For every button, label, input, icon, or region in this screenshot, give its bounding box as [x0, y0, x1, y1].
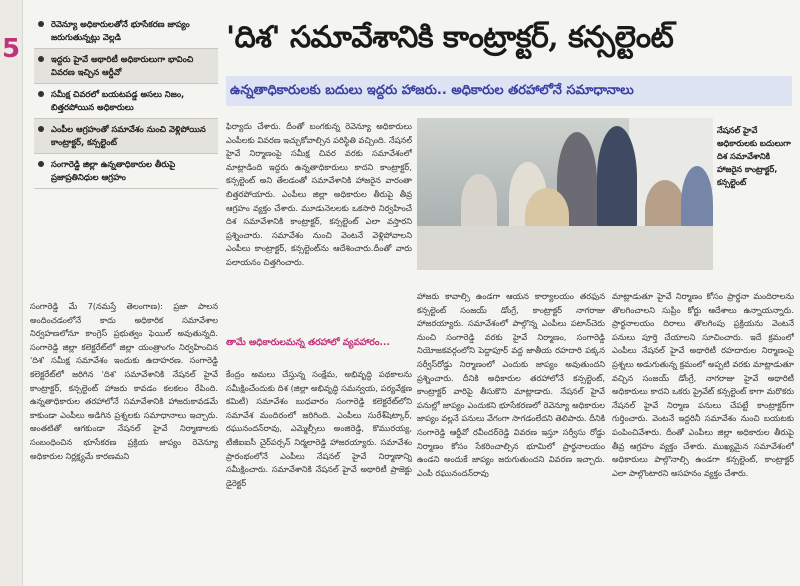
article-column-2-top: ఫిర్యాదు చేశారు. దీంతో బంగకున్న రెవెన్యూ అధికారులు ఎంపీలకు వివరణ ఇచ్చుకోవాల్సిన పరిస్థితి వచ్చింది. నేషనల్ హైవే నిర్మాణంపై సమీక్ష చివర వరకు సమావేశంలో మాట్లాడింది ఇద్దరు ఉన్నతాధికారులు కాదని కాంట్రాక్టర్, కన్సల్టెంట్ అని తేలడంతో సమావేశానికి హాజరైన వారంతా బిత్తరపోయారు. ఎంపీలు జిల్లా అధికారుల తీరుపై తీవ్ర ఆగ్రహం వ్యక్తం చేశారు. మూడునెలలకు ఒకసారి నిర్వహించే దిశ సమావేశానికి కాంట్రాక్టర్, కన్సల్టెంట్ ఎలా వస్తారని ప్రశ్నించారు. సమావేశం నుంచి వెంటనే వెళ్లిపోవాలని ఎంపీలు కాంట్రాక్టర్, కన్సల్టెంట్‌ను ఆదేశించారు.దీంతో వారు పలాయనం చిత్తగించారు.: [226, 121, 412, 267]
article-column-4: మాట్లాడుతూ హైవే నిర్మాణం కోసం ప్రార్థనా మందిరాలను తొలగించాలని సుప్రీం కోర్టు ఆదేశాలు ఉన్నాయన్నారు. ప్రార్థనాలయం దిరాలు తొలగింపు ప్రక్రియను వెంటనే పనులు పూర్తి చేయాలని సూచించారు. ఇదే క్రమంలో ఎంపీలు నేషనల్ హైవే అథారిటీ రహదారుల నిర్మాణంపై ప్రశ్నలు అడుగుతున్న క్రమంలో అప్పటి వరకు మాట్లాడుతూ వచ్చిన సంజయ్ డోంగ్రే, నాగరాజు హైవే అథారిటీ అధికారులు కాదని ఒకరు ప్రైవేట్ కన్సల్టెంట్ కాగా మరొకరు నేషనల్ హైవే నిర్మాణ పనులు చేపట్టే కాంట్రాక్టర్‌గా గుర్తించారు. వెంటనే ఇద్దరినీ సమావేశం నుంచి బయటకు పంపించివేశారు. దీంతో ఎంపీలు జిల్లా అధికారుల తీరుపై తీవ్ర ఆగ్రహం వ్యక్తం చేశారు. ముఖ్యమైన సమావేశంలో అధికారులు పాల్గొనాల్సి ఉండగా కన్సల్టెంట్, కాంట్రాక్టర్ ఎలా పాల్గొంటారని అసహనం వ్యక్తం చేశారు.: [612, 291, 794, 478]
bullet-icon: [38, 161, 44, 167]
photo-caption: నేషనల్ హైవే అధికారులకు బదులుగా దిశ సమావేశానికి హాజరైన కాంట్రాక్టర్, కన్సల్టెంట్: [717, 125, 791, 187]
article-subheadline: ఉన్నతాధికారులకు బదులు ఇద్దరు హాజరు.. అధికారుల తరహాలోనే సమాధానాలు: [226, 76, 792, 106]
highlight-item: ఎంపీల ఆగ్రహంతో సమావేశం నుంచి వెళ్లిపోయిన కాంట్రాక్టర్, కన్సల్టెంట్: [34, 119, 218, 154]
subsection-heading: తామే అధికారులమన్న తరహాలో వ్యవహారం...: [226, 337, 390, 348]
bullet-icon: [38, 56, 44, 62]
meeting-photo: [417, 118, 713, 270]
article-column-2-bottom: కేంద్రం అమలు చేస్తున్న సంక్షేమ, అభివృద్ధి పథకాలను సమీక్షించేందుకు దిశ (జిల్లా అభివృద్ధి సమన్వయ, పర్యవేక్షణ కమిటీ) సమావేశం బుధవారం సంగారెడ్డి కలెక్టరేట్‌లోని సమావేశ మందిరంలో జరిగింది. ఎంపీలు సురేశ్‌షెట్కార్, రఘునందన్‌రావు, ఎమ్మెల్సీలు అంజిరెడ్డి, కొమురయ్య, టీజీఐఐసీ చైర్‌పర్సన్ నిర్మలారెడ్డి హాజరయ్యారు. సమావేశం ప్రారంభంలోనే ఎంపీలు నేషనల్ హైవే నిర్మాణాన్ని సమీక్షించారు. సమావేశానికి నేషనల్ హైవే అథారిటీ ప్రాజెక్టు డైరెక్టర్: [226, 369, 412, 488]
highlight-item: సమీక్ష చివరలో బయటపడ్డ అసలు నిజం, బిత్తరపోయిన అధికారులు: [34, 84, 218, 119]
bullet-icon: [38, 126, 44, 132]
article-column-1: సంగారెడ్డి మే 7(నమస్తే తెలంగాణ): ప్రజా పాలన అందించడంలోనే కాదు అధికారిక సమావేశాల నిర్వహణలోనూ కాంగ్రెస్ ప్రభుత్వం ఫెయిల్ అవుతున్నది. సంగారెడ్డి జిల్లా కలెక్టరేట్‌లో జిల్లా యంత్రాంగం నిర్వహించిన 'దిశ' సమీక్ష సమావేశం ఇందుకు ఉదాహరణ. సంగారెడ్డి కలెక్టరేట్‌లో జరిగిన 'దిశ' సమావేశానికి నేషనల్ హైవే కాంట్రాక్టర్, కన్సల్టెంట్ హాజరు కావడం కలకలం రేపింది. ఉన్నతాధికారుల తరహాలోనే సమావేశానికి హాజరుకావడమే కాకుండా ఎంపీలు అడిగిన ప్రశ్నలకు సమాధానాలు ఇచ్చారు. అంతటితో ఆగకుండా నేషనల్ హైవే నిర్మాణాలకు సంబంధించిన భూసేకరణ ప్రక్రియ జాప్యం రెవెన్యూ అధికారుల నిర్లక్ష్యమే కారణమని: [30, 301, 218, 461]
highlights-sidebar: [34, 14, 218, 294]
article-headline: 'దిశ' సమావేశానికి కాంట్రాక్టర్, కన్సల్టెంట్: [226, 20, 674, 55]
adjacent-page-strip: [0, 0, 23, 586]
adjacent-page-mark: 5: [2, 34, 21, 64]
photo-table: [417, 226, 713, 270]
bullet-icon: [38, 21, 44, 27]
bullet-icon: [38, 91, 44, 97]
highlight-item: రెవెన్యూ అధికారులతోనే భూసేకరణ జాప్యం జరుగుతున్నట్లు వెల్లడి: [34, 14, 218, 49]
photo-person: [461, 174, 497, 234]
article-column-3: హాజరు కావాల్సి ఉండగా ఆయన కార్యాలయం తరఫున కన్సల్టెంట్ సంజయ్ డోంగ్రే, కాంట్రాక్టర్ నాగరాజు హాజరయ్యారు. సమావేశంలో పాల్గొన్న ఎంపీలు పటాన్‌చెరు నుంచి సంగారెడ్డి వరకు హైవే నిర్మాణం, సంగారెడ్డి నియోజకవర్గంలోని పెద్దాపూర్ వద్ద జాతీయ రహదారి పక్కన సర్వీస్‌రోడ్డు నిర్మాణంలో ఎందుకు జాప్యం అవుతుందని ప్రశ్నించారు. దీనికి అధికారుల తరహాలోనే కన్సల్టెంట్, కాంట్రాక్టర్ వారిపై తీసుకొని మాట్లాడారు. నేషనల్ హైవే పనుల్లో జాప్యం ఎందుకని భూసేకరణలో రెవెన్యూ అధికారుల జాప్యం వల్లనే పనులు వేగంగా సాగడంలేదని తెలిపారు. దీనికి సంగారెడ్డి ఆర్డీవో రవీందర్‌రెడ్డి వివరణ ఇస్తూ సర్వీసు రోడ్డు నిర్మాణం కోసం సేకరించాల్సిన భూమిలో ప్రార్థనాలయం ఉండని అందుకే జాప్యం జరుగుతుందని వివరణ ఇచ్చారు. ఎంపీ రఘునందన్‌రావు: [417, 291, 605, 478]
highlight-item: ఇద్దరు హైవే అథారిటీ అధికారులుగా భావించి వివరణ ఇచ్చిన ఆర్డీవో: [34, 49, 218, 84]
photo-person: [597, 126, 637, 230]
highlight-item: సంగారెడ్డి జిల్లా ఉన్నతాధికారుల తీరుపై ప్రజాప్రతినిధుల ఆగ్రహం: [34, 154, 218, 189]
